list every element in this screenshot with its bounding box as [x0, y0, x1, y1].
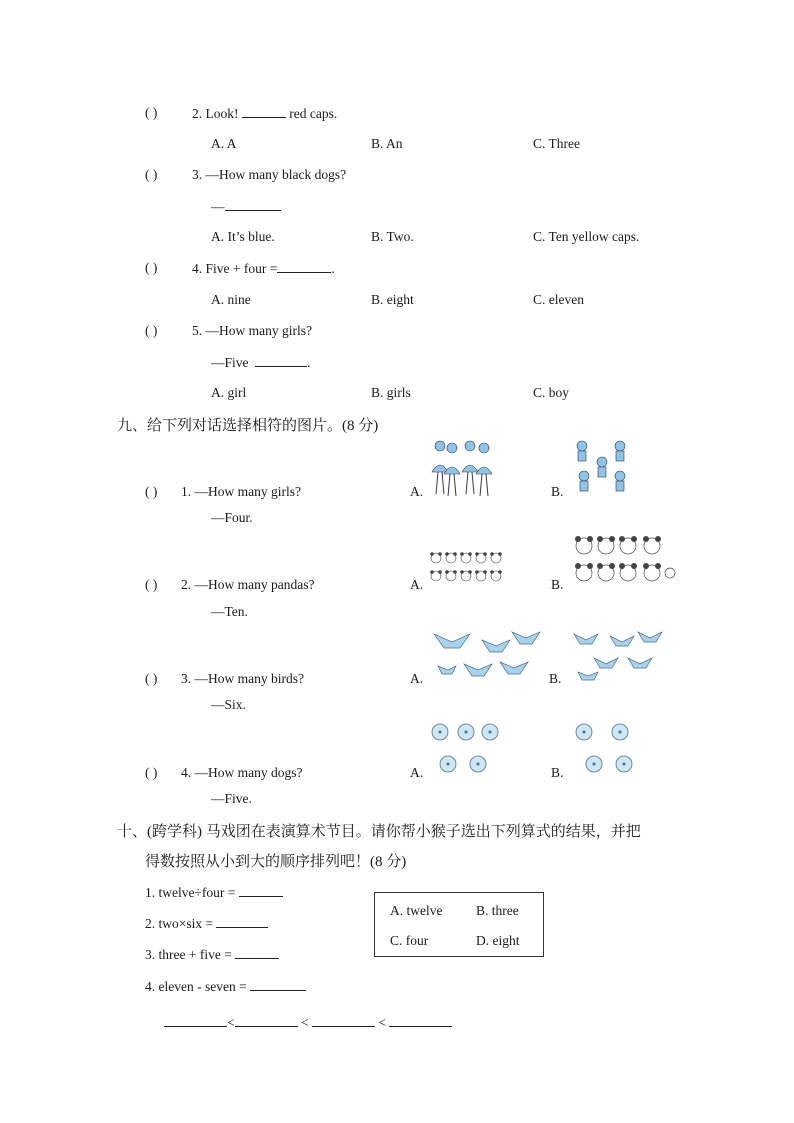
answer-paren[interactable]: ( ) [145, 577, 158, 592]
pandas-small-image[interactable] [428, 550, 508, 586]
equation-1 [145, 884, 283, 901]
answer-line [211, 198, 281, 215]
option-b: B. girls [371, 385, 411, 400]
order-blank-2[interactable] [235, 1014, 298, 1027]
question-text: 3. —How many birds? [181, 671, 304, 686]
answer-blank[interactable] [242, 105, 286, 118]
option-c: C. Three [533, 136, 580, 151]
answer-paren[interactable]: ( ) [145, 323, 158, 338]
option-a: A. It’s blue. [211, 229, 275, 244]
order-blank-4[interactable] [389, 1014, 452, 1027]
option-c: C. boy [533, 385, 570, 400]
answer-blank[interactable] [250, 978, 306, 991]
box-option-b: B. three [476, 903, 519, 918]
question-text: 4. —How many dogs? [181, 765, 303, 780]
girls-group-image[interactable] [570, 438, 636, 498]
option-c: C. Ten yellow caps. [533, 229, 640, 244]
answer-paren[interactable]: ( ) [145, 484, 158, 499]
answer-blank[interactable] [255, 354, 307, 367]
option-c: C. eleven [533, 292, 584, 307]
answer-text: —Five. [211, 791, 252, 806]
option-a-label[interactable]: A. [410, 671, 424, 686]
option-b-label[interactable]: B. [551, 484, 564, 499]
equation-text: 4. eleven - seven = [145, 979, 247, 994]
girls-dancing-image[interactable] [428, 438, 498, 500]
question-text-after: red caps. [289, 106, 338, 121]
answer-paren[interactable]: ( ) [145, 671, 158, 686]
answer-paren[interactable]: ( ) [145, 765, 158, 780]
option-a: A. girl [211, 385, 247, 400]
question-text: 2. Look! [192, 106, 239, 121]
order-line [164, 1014, 452, 1031]
answer-text: —Ten. [211, 604, 248, 619]
question-text: 4. Five + four = [192, 261, 278, 276]
answer-paren[interactable]: ( ) [145, 105, 158, 120]
birds-five-image[interactable] [572, 626, 664, 686]
q2-text [192, 105, 337, 122]
answer-paren[interactable]: ( ) [145, 260, 158, 275]
option-b: B. Two. [371, 229, 414, 244]
option-b: B. An [371, 136, 403, 151]
pandas-large-image[interactable] [572, 533, 676, 589]
section10-title-line2: 得数按照从小到大的顺序排列吧！(8 分) [145, 854, 407, 870]
option-b-label[interactable]: B. [551, 577, 564, 592]
question-text: 2. —How many pandas? [181, 577, 315, 592]
less-than: < [227, 1015, 235, 1030]
order-blank-3[interactable] [312, 1014, 375, 1027]
dogs-four-image[interactable] [572, 720, 636, 780]
birds-six-image[interactable] [430, 626, 546, 688]
less-than: < [375, 1015, 390, 1030]
q2-row [145, 105, 157, 121]
option-a: A. nine [211, 292, 251, 307]
option-a: A. A [211, 136, 237, 151]
answer-blank[interactable] [225, 198, 281, 211]
answer-text: —Six. [211, 697, 246, 712]
dash: — [211, 199, 225, 214]
answer-blank[interactable] [239, 884, 283, 897]
answer-blank[interactable] [235, 946, 279, 959]
box-option-c: C. four [390, 933, 429, 948]
equation-text: 1. twelve÷four = [145, 885, 236, 900]
answer-line [211, 354, 311, 371]
question-text: 5. —How many girls? [192, 323, 312, 338]
dogs-five-image[interactable] [430, 720, 502, 780]
question-text: 3. —How many black dogs? [192, 167, 347, 182]
section9-title: 九、给下列对话选择相符的图片。(8 分) [117, 418, 379, 434]
box-option-a: A. twelve [390, 903, 443, 918]
question-line [192, 260, 335, 277]
option-b-label[interactable]: B. [549, 671, 562, 686]
period: . [331, 261, 335, 276]
option-b: B. eight [371, 292, 414, 307]
equation-text: 3. three + five = [145, 947, 232, 962]
option-a-label[interactable]: A. [410, 577, 424, 592]
answer-blank[interactable] [216, 915, 268, 928]
answer-blank[interactable] [277, 260, 331, 273]
equation-2 [145, 915, 268, 932]
equation-4 [145, 978, 306, 995]
equation-3 [145, 946, 279, 963]
box-option-d: D. eight [476, 933, 520, 948]
answer-text: —Four. [211, 510, 253, 525]
option-b-label[interactable]: B. [551, 765, 564, 780]
order-blank-1[interactable] [164, 1014, 227, 1027]
equation-text: 2. two×six = [145, 916, 214, 931]
option-a-label[interactable]: A. [410, 484, 424, 499]
answer-paren[interactable]: ( ) [145, 167, 158, 182]
less-than: < [297, 1015, 312, 1030]
option-a-label[interactable]: A. [410, 765, 424, 780]
period: . [307, 355, 311, 370]
answer-prefix: —Five [211, 355, 249, 370]
answer-options-box [374, 892, 544, 957]
section10-title-line1: 十、(跨学科) 马戏团在表演算术节目。请你帮小猴子选出下列算式的结果，并把 [117, 824, 641, 840]
question-text: 1. —How many girls? [181, 484, 301, 499]
